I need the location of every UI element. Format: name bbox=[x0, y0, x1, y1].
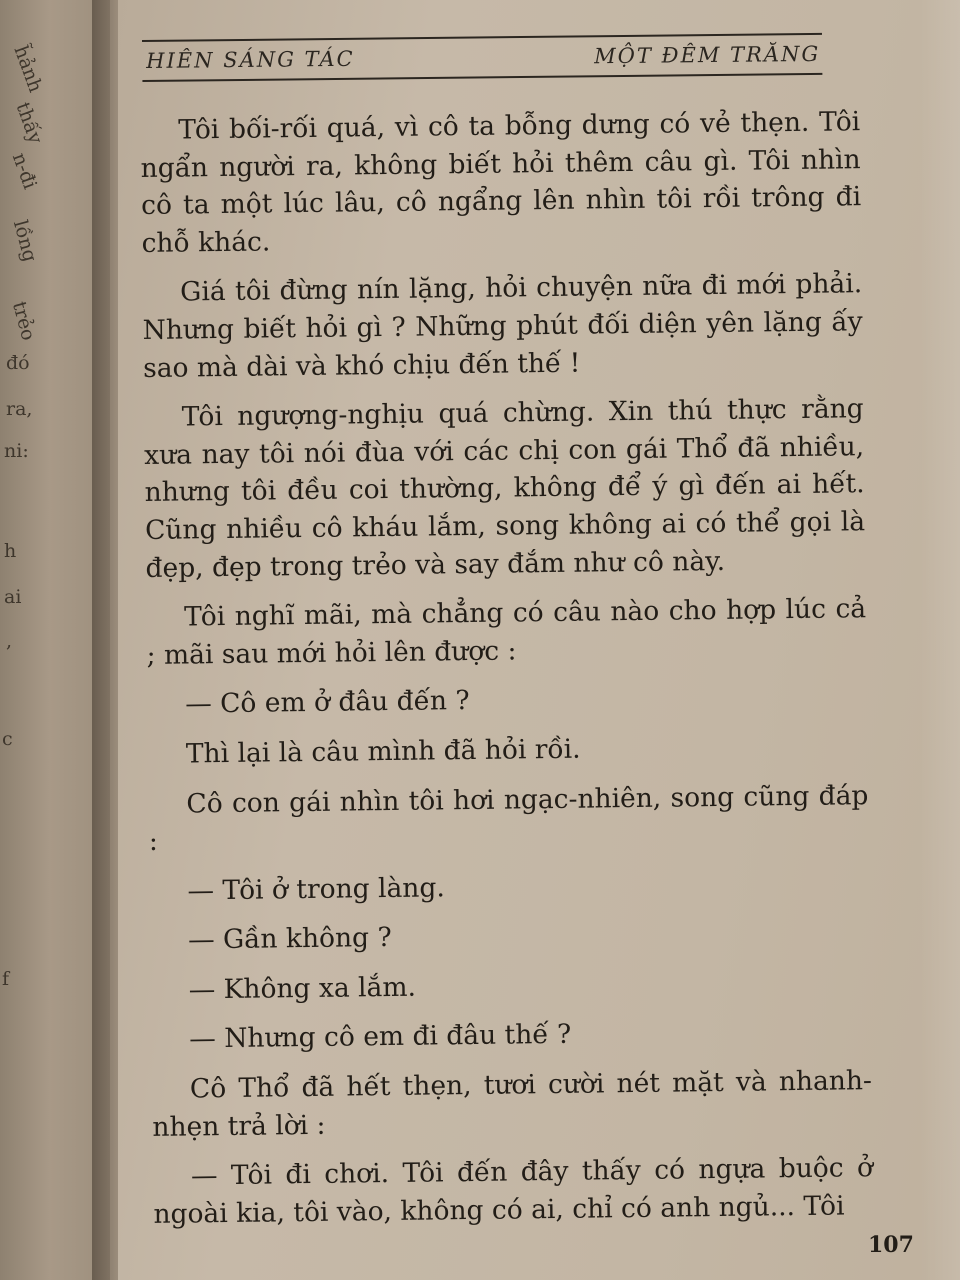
paragraph: Tôi ngượng-nghịu quá chừng. Xin thú thực rằng xưa nay tôi nói đùa với các chị con gái Thổ đã nhiều, nhưng tôi đều coi thường, không để ý gì đến ai hết. Cũng nhiều cô kháu lắm, song không ai có thể gọi là đẹp, đẹp trong trẻo và say đắm như cô này. bbox=[144, 393, 866, 584]
header-title: MỘT ĐÊM TRĂNG bbox=[594, 41, 821, 69]
left-page-fragment: h̃ảnh bbox=[9, 42, 47, 96]
running-header bbox=[142, 33, 822, 84]
left-page-fragment: ni: bbox=[4, 440, 29, 462]
paragraph: Tôi nghĩ mãi, mà chẳng có câu nào cho hợp lúc cả ; mãi sau mới hỏi lên được : bbox=[146, 593, 867, 671]
header-rule-bottom bbox=[142, 73, 822, 82]
left-page-fragment: c bbox=[2, 728, 13, 750]
paragraph: Thì lại là câu mình đã hỏi rồi. bbox=[185, 733, 581, 770]
dialogue-line: — Gần không ? bbox=[187, 922, 392, 956]
left-page-fragment: f bbox=[2, 968, 10, 990]
left-page-fragment: , bbox=[6, 630, 13, 652]
left-page-fragment: trẻo bbox=[7, 299, 40, 343]
header-author: HIÊN SÁNG TÁC bbox=[146, 46, 355, 73]
left-page-fragment: thấy bbox=[11, 99, 47, 147]
body-text bbox=[140, 103, 874, 1245]
dialogue-line: — Không xa lắm. bbox=[188, 971, 417, 1006]
dialogue-line: — Tôi ở trong làng. bbox=[187, 872, 445, 907]
left-page-fragment: n-đi bbox=[7, 149, 42, 193]
paragraph: Cô con gái nhìn tôi hơi ngạc-nhiên, song cũng đáp : bbox=[148, 779, 869, 858]
paragraph: Tôi bối-rối quá, vì cô ta bỗng dưng có vẻ thẹn. Tôi ngẩn người ra, không biết hỏi thêm câu gì. Tôi nhìn cô ta một lúc lâu, cô ngẩng lên nhìn tôi rồi trông đi chỗ khác. bbox=[140, 106, 862, 259]
left-page-fragment: đó bbox=[6, 352, 30, 374]
page-number: 107 bbox=[868, 1232, 914, 1258]
dialogue-line: — Cô em ở đâu đến ? bbox=[185, 685, 470, 720]
header-rule-top bbox=[142, 33, 822, 42]
left-page-fragment: ai bbox=[4, 586, 22, 608]
dialogue-line: — Tôi đi chơi. Tôi đến đây thấy có ngựa buộc ở ngoài kia, tôi vào, không có ai, chỉ có anh ngủ... Tôi bbox=[153, 1152, 874, 1230]
paragraph: Giá tôi đừng nín lặng, hỏi chuyện nữa đi mới phải. Nhưng biết hỏi gì ? Những phút đối diện yên lặng ấy sao mà dài và khó chịu đến thế ! bbox=[142, 268, 863, 384]
left-page-fragment: h bbox=[4, 540, 17, 562]
book-page bbox=[118, 0, 960, 1280]
paragraph: Cô Thổ đã hết thẹn, tươi cười nét mặt và nhanh-nhẹn trả lời : bbox=[152, 1065, 873, 1143]
left-page-fragment: ra, bbox=[6, 398, 33, 420]
left-page-fragment: lồng bbox=[8, 217, 42, 265]
dialogue-line: — Nhưng cô em đi đâu thế ? bbox=[189, 1019, 572, 1055]
